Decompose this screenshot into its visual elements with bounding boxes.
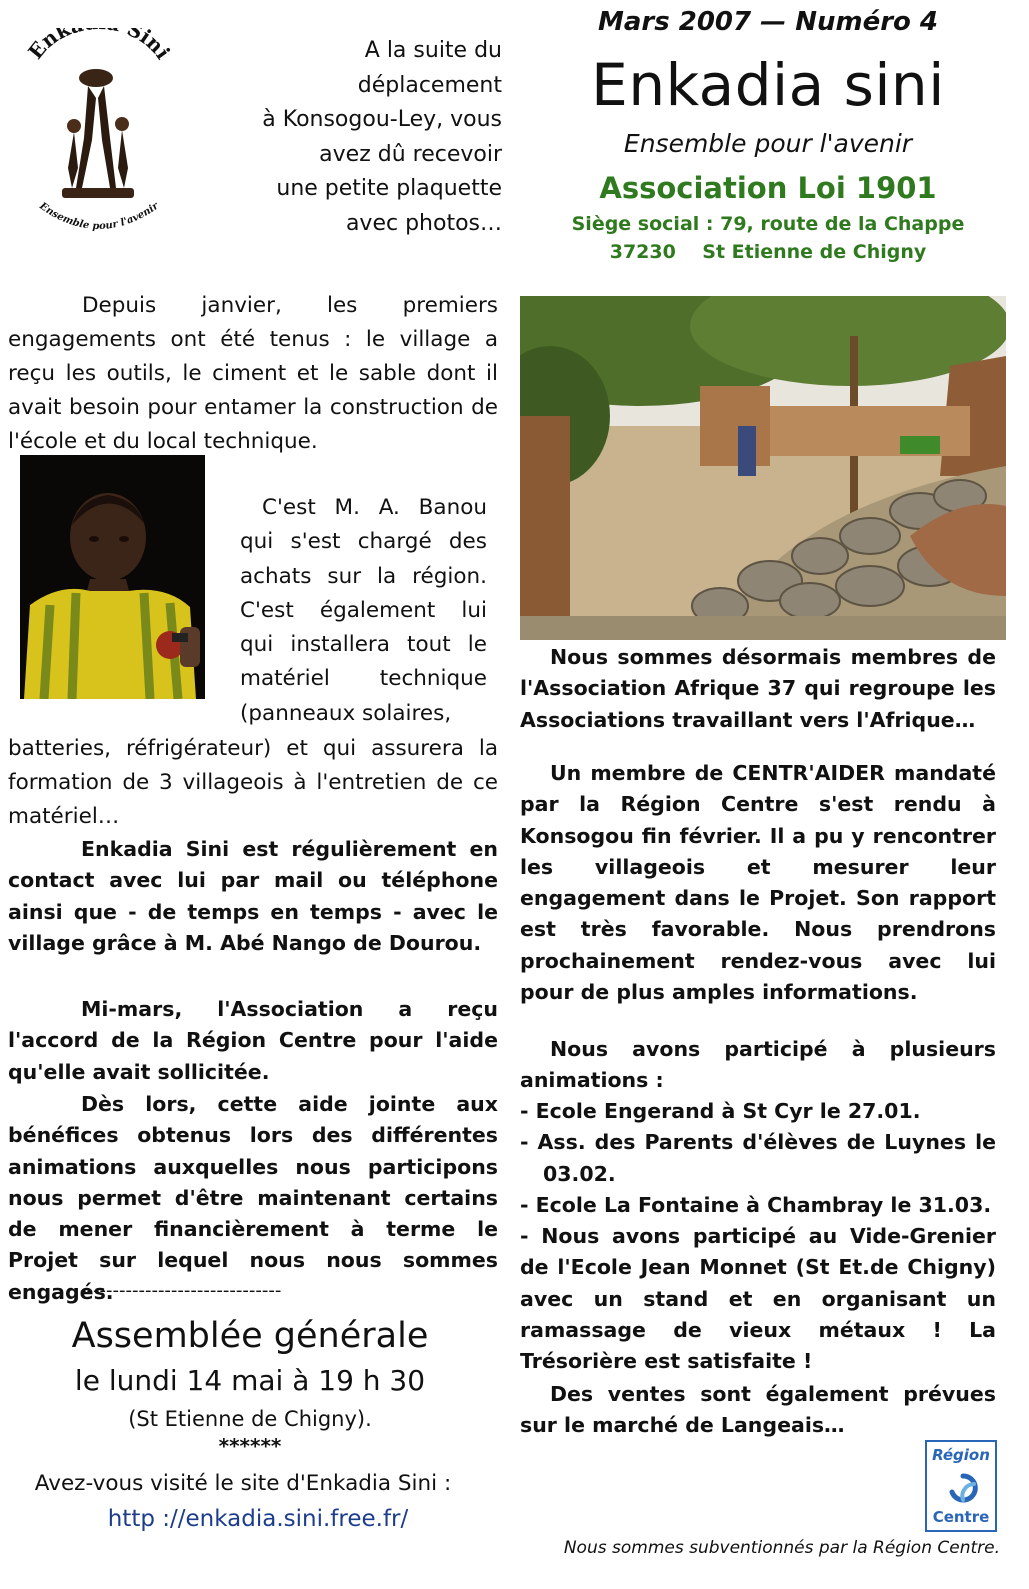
address-line: 37230 St Etienne de Chigny: [609, 241, 927, 263]
region-logo-line1: Région: [932, 1446, 990, 1464]
paragraph-langeais-sales: Des ventes sont également prévues sur le marché de Langeais…: [520, 1382, 996, 1438]
logo-text-top: Enk Sini: [23, 28, 176, 64]
list-item: - Ass. des Parents d'élèves de Luynes le 03.02.: [520, 1130, 996, 1186]
region-swirl-icon: [947, 1472, 979, 1504]
masthead: [548, 2, 988, 266]
paragraph-funding: Dès lors, cette aide jointe aux bénéfices obtenus lors des différentes animations auxquelles nous participons nous permet d'être maintenant certains de mener financièrement à terme le Projet sur lequel nous nous sommes engagés.: [8, 1092, 498, 1304]
photo-village-landscape: [520, 296, 1006, 640]
association-logo: [18, 28, 178, 248]
association-type: Association Loi 1901: [599, 171, 937, 205]
paragraph-afrique-37: Nous sommes désormais membres de l'Association Afrique 37 qui regroupe les Associations travaillant vers l'Afrique…: [520, 645, 996, 732]
assembly-title: Assemblée générale: [71, 1316, 429, 1356]
subsidy-note: Nous sommes subventionnés par la Région Centre.: [563, 1538, 1000, 1558]
intro-line: avec photos…: [345, 210, 502, 236]
paragraph-engagements: Depuis janvier, les premiers engagements ont été tenus : le village a reçu les outils, le ciment et le sable dont il avait besoin pour entamer la construction de l'école et du local technique.: [8, 293, 498, 454]
website-link[interactable]: http ://enkadia.sini.free.fr/: [107, 1506, 409, 1532]
photo-village-boy: [20, 455, 205, 699]
intro-line: à Konsogou-Ley, vous: [262, 107, 502, 132]
intro-text: [240, 34, 502, 241]
list-item: - Ecole Engerand à St Cyr le 27.01.: [520, 1099, 921, 1123]
head-office-address: [548, 210, 988, 266]
paragraph-centraider: Un membre de CENTR'AIDER mandaté par la Région Centre s'est rendu à Konsogou fin février. Il a pu y rencontrer les villageois et mesurer leur engagement dans le Projet. Son rapport est très favorable. Nous prendrons prochainement rendez-vous avec lui pour de plus amples informations.: [520, 761, 996, 1005]
paragraph-animations-intro: Nous avons participé à plusieurs animations :: [520, 1037, 996, 1093]
logo-text-bottom: Ensemble pour l'avenir: [37, 200, 161, 233]
paragraph-region-approval: Mi-mars, l'Association a reçu l'accord de la Région Centre pour l'aide qu'elle avait sollicitée.: [8, 997, 498, 1084]
newsletter-title: Enkadia sini: [591, 51, 945, 119]
animations-list: [520, 1096, 996, 1378]
list-item: - Ecole La Fontaine à Chambray le 31.03.: [520, 1192, 992, 1217]
list-item: - Nous avons participé au Vide-Grenier de l'Ecole Jean Monnet (St Et.de Chigny) avec un stand et en organisant un ramassage de vieux métaux ! La Trésorière est satisfaite !: [520, 1224, 996, 1374]
svg-text:Enkadia Sini: [23, 28, 175, 64]
region-centre-logo: [925, 1440, 997, 1532]
issue-number: Mars 2007 — Numéro 4: [597, 7, 939, 37]
assembly-place: (St Etienne de Chigny).: [128, 1407, 372, 1431]
intro-line: une petite plaquette: [276, 176, 502, 201]
asterisk-separator: ******: [218, 1434, 282, 1458]
address-line: Siège social : 79, route de la Chappe: [571, 213, 965, 235]
intro-line: avez dû recevoir: [319, 141, 502, 167]
paragraph-banou-continued: batteries, réfrigérateur) et qui assurera la formation de 3 villageois à l'entretien de ce matériel…: [8, 736, 498, 829]
tagline: Ensemble pour l'avenir: [623, 129, 913, 158]
svg-text:Ensemble pour l'avenir: [36, 200, 161, 232]
paragraph-banou: C'est M. A. Banou qui s'est chargé des achats sur la région. C'est également lui qui installera tout le matériel technique (panneaux solaires,: [240, 495, 487, 726]
assembly-date: le lundi 14 mai à 19 h 30: [74, 1364, 426, 1397]
section-divider: -------------------------------: [80, 1280, 282, 1301]
intro-line: déplacement: [357, 72, 502, 98]
paragraph-contact: Enkadia Sini est régulièrement en contact avec lui par mail ou téléphone ainsi que - de temps en temps - avec le village grâce à M. Abé Nango de Dourou.: [8, 837, 498, 955]
website-question: Avez-vous visité le site d'Enkadia Sini :: [34, 1471, 452, 1496]
region-logo-line2: Centre: [932, 1508, 990, 1526]
intro-line: A la suite du: [364, 38, 502, 63]
